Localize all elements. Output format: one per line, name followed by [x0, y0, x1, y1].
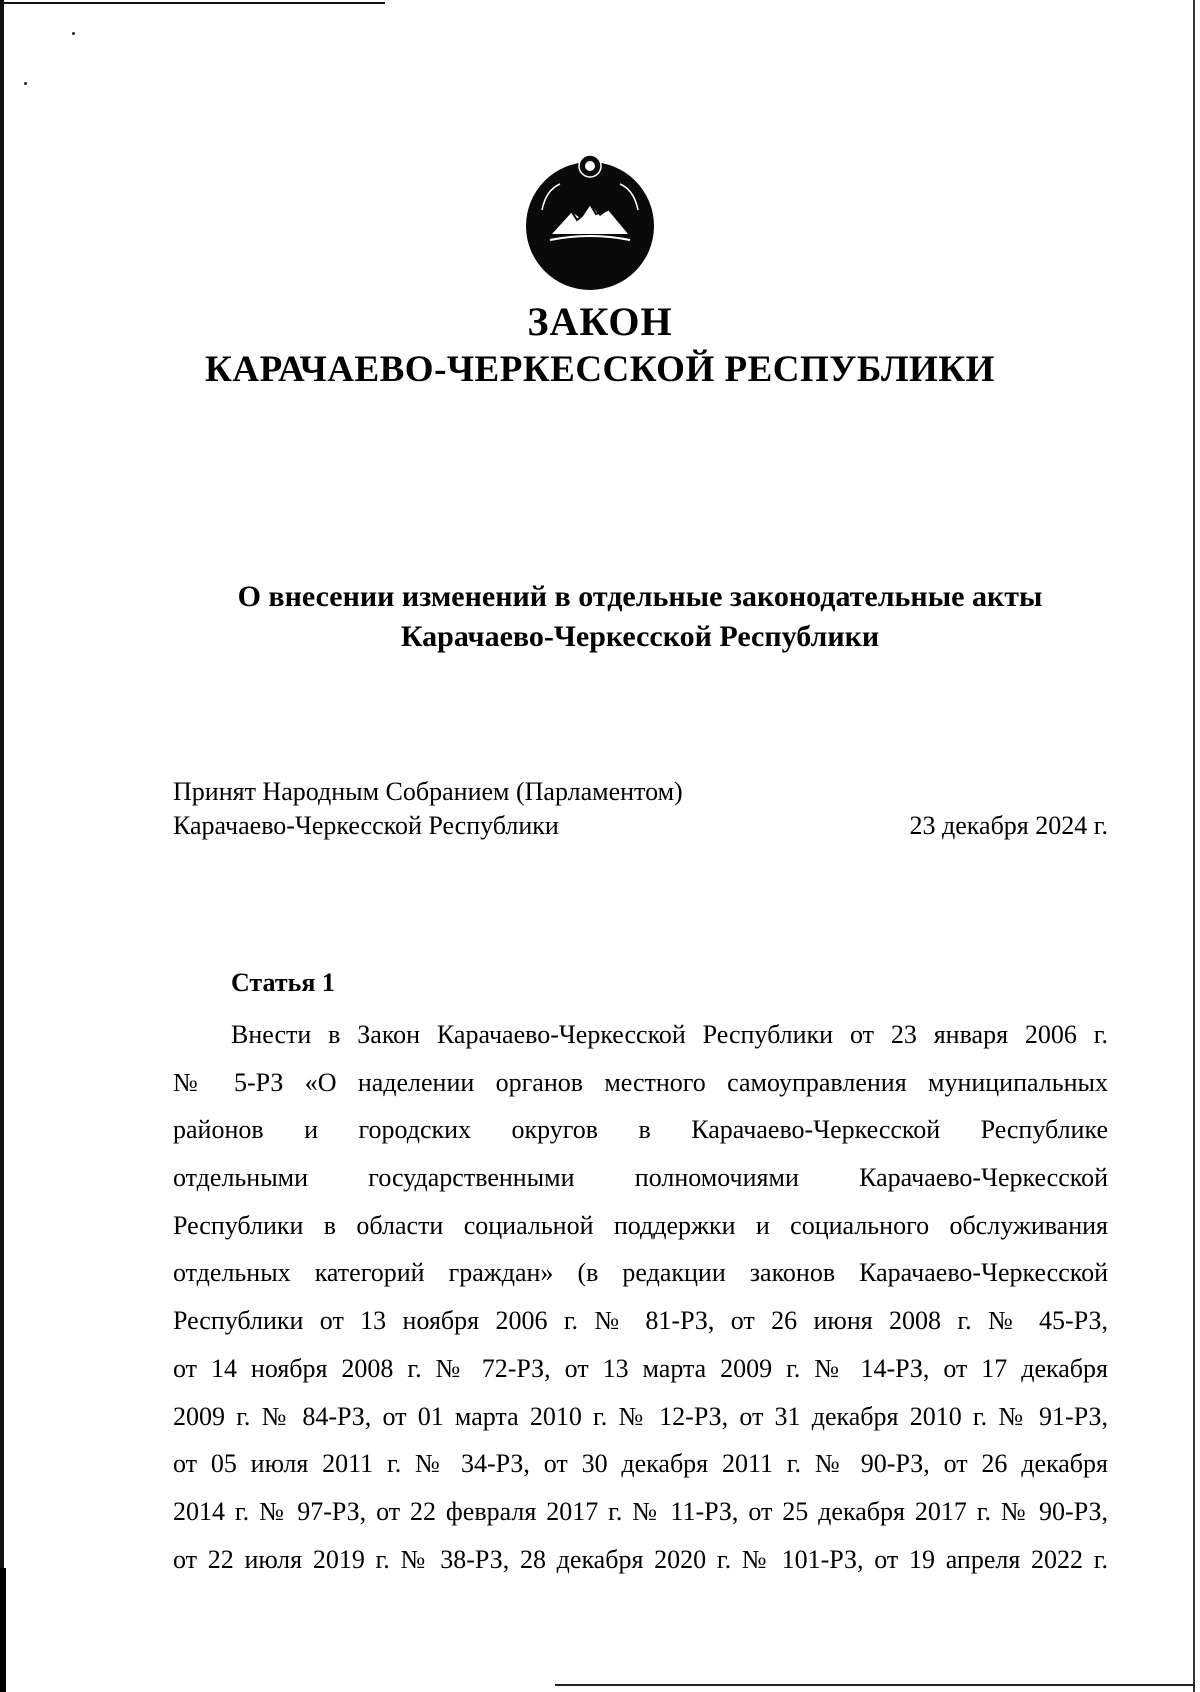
- scan-speck: [24, 82, 27, 85]
- adoption-line: Карачаево-Черкесской Республики: [173, 811, 559, 840]
- scan-artifact-top-line: [0, 2, 385, 4]
- article-body-line: Республики от 13 ноября 2006 г. № 81-РЗ, от 26 июня 2008 г. № 45-РЗ,: [173, 1306, 1108, 1336]
- scan-artifact-right-edge: [1193, 0, 1195, 1692]
- article-body-line: от 22 июля 2019 г. № 38-РЗ, 28 декабря 2020 г. № 101-РЗ, от 19 апреля 2022 г.: [173, 1544, 1108, 1574]
- scan-artifact-left-edge: [0, 0, 4, 1692]
- article-body-line: районов и городских округов в Карачаево-Черкесской Республике: [173, 1115, 1108, 1145]
- article-body-line: Республики в области социальной поддержки и социального обслуживания: [173, 1210, 1108, 1240]
- adoption-date: 23 декабря 2024 г.: [909, 811, 1108, 840]
- article-body-line: Внести в Закон Карачаево-Черкесской Республики от 23 января 2006 г.: [231, 1020, 1108, 1049]
- adoption-statement: [173, 775, 683, 843]
- scan-artifact-bottom-line: [555, 1684, 1195, 1686]
- article-body-line: 2014 г. № 97-РЗ, от 22 февраля 2017 г. № 11-РЗ, от 25 декабря 2017 г. № 90-РЗ,: [173, 1496, 1108, 1526]
- scan-speck: [72, 32, 75, 35]
- law-title: ЗАКОН: [527, 299, 673, 344]
- coat-of-arms-icon: [520, 150, 660, 295]
- law-title-republic: КАРАЧАЕВО-ЧЕРКЕССКОЙ РЕСПУБЛИКИ: [205, 349, 995, 390]
- article-body-line: 2009 г. № 84-РЗ, от 01 марта 2010 г. № 12-РЗ, от 31 декабря 2010 г. № 91-РЗ,: [173, 1401, 1108, 1431]
- law-subtitle-line: Карачаево-Черкесской Республики: [400, 620, 880, 653]
- law-subtitle-line: О внесении изменений в отдельные законодательные акты: [237, 580, 1043, 613]
- article-body: [173, 1011, 1108, 1583]
- article-body-line: отдельными государственными полномочиями Карачаево-Черкесской: [173, 1163, 1108, 1193]
- scan-artifact-left-stub: [0, 1568, 6, 1692]
- article-body-line: от 14 ноября 2008 г. № 72-РЗ, от 13 марта 2009 г. № 14-РЗ, от 17 декабря: [173, 1353, 1108, 1383]
- law-subtitle: [180, 577, 1100, 657]
- article-body-line: от 05 июля 2011 г. № 34-РЗ, от 30 декабря 2011 г. № 90-РЗ, от 26 декабря: [173, 1449, 1108, 1479]
- article-body-line: отдельных категорий граждан» (в редакции законов Карачаево-Черкесской: [173, 1258, 1108, 1288]
- adoption-line: Принят Народным Собранием (Парламентом): [173, 777, 683, 806]
- article-heading: Статья 1: [231, 968, 335, 997]
- article-body-line: № 5-РЗ «О наделении органов местного самоуправления муниципальных: [173, 1067, 1108, 1097]
